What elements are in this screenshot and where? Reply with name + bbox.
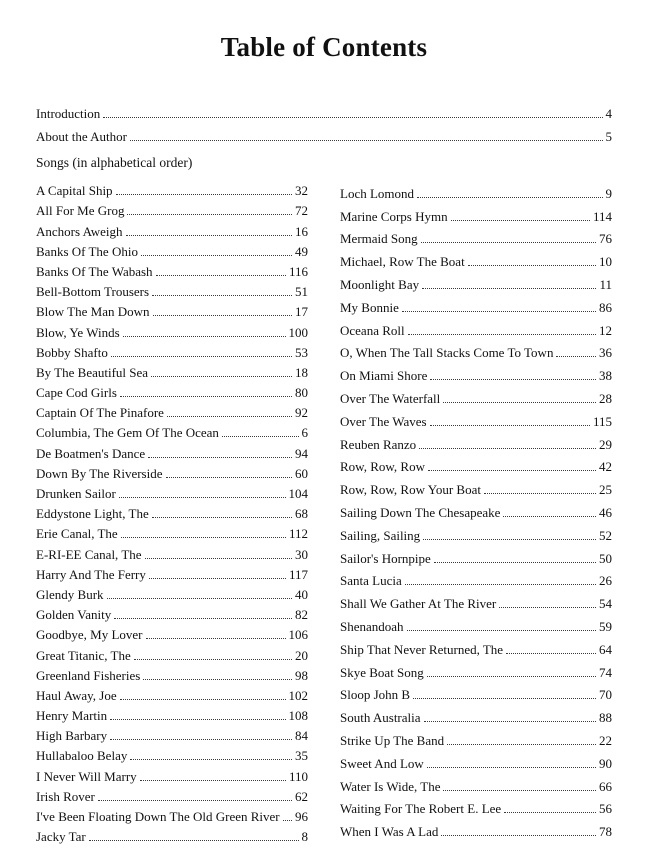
dot-leader (120, 699, 286, 700)
toc-entry-page: 49 (295, 243, 308, 259)
toc-entry-title: Great Titanic, The (36, 647, 131, 663)
toc-entry-title: De Boatmen's Dance (36, 445, 146, 461)
dot-leader (430, 379, 596, 380)
toc-entry (340, 544, 612, 567)
toc-entry (340, 795, 612, 818)
toc-entry (36, 724, 308, 744)
toc-entry-title: Jacky Tar (36, 829, 86, 845)
toc-entry (36, 805, 308, 825)
toc-entry-page: 88 (599, 710, 612, 726)
toc-entry (36, 563, 308, 583)
toc-entry (36, 542, 308, 562)
dot-leader (127, 214, 292, 215)
dot-leader (110, 719, 285, 720)
dot-leader (427, 767, 596, 768)
toc-entry (340, 772, 612, 795)
toc-entry (340, 589, 612, 612)
toc-entry (340, 498, 612, 521)
toc-entry-title: Banks Of The Wabash (36, 263, 153, 279)
toc-entry-page: 80 (295, 385, 308, 401)
toc-entry-title: Mermaid Song (340, 231, 418, 247)
dot-leader (427, 676, 596, 677)
toc-entry (36, 623, 308, 643)
toc-entry (36, 341, 308, 361)
toc-entry-title: About the Author (36, 129, 127, 144)
toc-entry-page: 25 (599, 482, 612, 498)
toc-entry-title: Santa Lucia (340, 573, 402, 589)
toc-entry-title: Glendy Burk (36, 586, 104, 602)
dot-leader (434, 562, 596, 563)
toc-entry (340, 658, 612, 681)
toc-entry (36, 240, 308, 260)
toc-entry (340, 817, 612, 840)
section-header: Songs (in alphabetical order) (36, 155, 193, 170)
dot-leader (443, 790, 596, 791)
toc-entry-title: Bell-Bottom Trousers (36, 284, 150, 300)
toc-entry-page: 112 (288, 526, 308, 542)
toc-entry-page: 51 (295, 284, 308, 300)
toc-entry-title: Erie Canal, The (36, 526, 118, 542)
dot-leader (151, 376, 292, 377)
toc-entry-page: 92 (295, 405, 308, 421)
dot-leader (443, 402, 596, 403)
dot-leader (153, 315, 292, 316)
toc-entry (36, 401, 308, 421)
dot-leader (424, 721, 596, 722)
toc-entry (36, 764, 308, 784)
toc-entry (36, 502, 308, 522)
dot-leader (468, 265, 596, 266)
toc-entry-page: 100 (288, 324, 308, 340)
dot-leader (130, 759, 292, 760)
dot-leader (283, 820, 292, 821)
toc-entry-title: Drunken Sailor (36, 486, 116, 501)
toc-entry-title: Sailing Down The Chesapeake (340, 504, 501, 520)
toc-entry (36, 482, 308, 502)
toc-entry (340, 612, 612, 635)
dot-leader (506, 653, 596, 654)
toc-entry-title: Loch Lomond (340, 185, 415, 201)
toc-entry-page: 66 (599, 778, 612, 794)
toc-entry (340, 567, 612, 590)
toc-entry-title: Over The Waves (340, 413, 427, 429)
toc-entry (36, 522, 308, 542)
toc-entry (36, 704, 308, 724)
toc-entry-title: On Miami Shore (340, 368, 428, 384)
dot-leader (430, 425, 590, 426)
toc-entry-page: 68 (295, 506, 308, 522)
dot-leader (111, 356, 292, 357)
toc-entry-page: 4 (605, 106, 612, 121)
dot-leader (149, 578, 286, 579)
toc-entry-title: I've Been Floating Down The Old Green River (36, 809, 280, 824)
toc-entry (340, 361, 612, 384)
toc-entry-title: Irish Rover (36, 788, 95, 804)
toc-entry-title: My Bonnie (340, 299, 399, 315)
toc-entry-title: All For Me Grog (36, 203, 125, 219)
toc-entry-page: 60 (295, 465, 308, 481)
toc-entry-page: 78 (599, 824, 612, 840)
toc-entry-page: 117 (288, 566, 308, 582)
toc-entry (36, 219, 308, 239)
toc-entry (340, 453, 612, 476)
dot-leader (152, 517, 292, 518)
toc-entry-page: 108 (288, 708, 308, 724)
toc-entry-page: 74 (599, 664, 612, 680)
toc-entry-title: Greenland Fisheries (36, 667, 141, 683)
songs-columns (36, 179, 612, 845)
toc-entry-page: 82 (295, 607, 308, 623)
dot-leader (143, 679, 292, 680)
toc-entry-title: Skye Boat Song (340, 664, 424, 680)
toc-entry-title: High Barbary (36, 728, 108, 744)
toc-entry (36, 421, 308, 441)
toc-entry-page: 30 (295, 546, 308, 562)
toc-entry-page: 115 (592, 413, 612, 429)
toc-entry (36, 300, 308, 320)
toc-entry (340, 293, 612, 316)
toc-entry-page: 35 (295, 748, 308, 764)
dot-leader (110, 739, 292, 740)
toc-entry (36, 381, 308, 401)
toc-entry-page: 32 (295, 183, 308, 199)
toc-entry-title: Blow, Ye Winds (36, 324, 120, 340)
toc-entry-page: 22 (599, 732, 612, 748)
toc-entry-page: 70 (599, 687, 612, 703)
toc-entry-page: 20 (295, 647, 308, 663)
dot-leader (152, 295, 292, 296)
toc-entry-title: Henry Martin (36, 708, 108, 724)
toc-entry-title: Haul Away, Joe (36, 687, 117, 703)
toc-entry-page: 8 (301, 829, 308, 845)
toc-entry-page: 42 (599, 459, 612, 475)
toc-entry-title: O, When The Tall Stacks Come To Town (340, 345, 554, 361)
toc-entry-page: 26 (599, 573, 612, 589)
toc-entry (340, 749, 612, 772)
toc-entry-page: 9 (605, 185, 612, 201)
toc-entry (340, 316, 612, 339)
toc-entry (36, 260, 308, 280)
dot-leader (107, 598, 292, 599)
toc-entry-page: 10 (599, 254, 612, 270)
toc-entry-title: Over The Waterfall (340, 390, 441, 406)
toc-entry (36, 179, 308, 199)
toc-entry-page: 12 (599, 322, 612, 338)
dot-leader (103, 117, 602, 118)
toc-entry-page: 16 (295, 223, 308, 239)
toc-entry-title: Strike Up The Band (340, 732, 445, 748)
toc-entry-title: South Australia (340, 710, 421, 726)
toc-entry-title: Cape Cod Girls (36, 385, 117, 401)
toc-entry-title: Oceana Roll (340, 322, 405, 338)
toc-entry (340, 407, 612, 430)
toc-entry (36, 462, 308, 482)
toc-entry (36, 684, 308, 704)
toc-entry-page: 5 (605, 129, 612, 144)
dot-leader (428, 470, 596, 471)
toc-entry-page: 56 (599, 801, 612, 817)
dot-leader (484, 493, 596, 494)
dot-leader (98, 800, 292, 801)
toc-entry-page: 94 (295, 445, 308, 461)
toc-entry-title: Golden Vanity (36, 607, 112, 623)
toc-entry-title: Down By The Riverside (36, 465, 163, 481)
toc-entry-title: Michael, Row The Boat (340, 254, 465, 270)
toc-entry (340, 521, 612, 544)
toc-entry-page: 17 (295, 304, 308, 320)
toc-entry (340, 202, 612, 225)
toc-entry-title: By The Beautiful Sea (36, 364, 149, 380)
toc-entry (36, 664, 308, 684)
toc-entry (36, 320, 308, 340)
toc-entry-title: Columbia, The Gem Of The Ocean (36, 425, 219, 441)
toc-entry (340, 384, 612, 407)
dot-leader (419, 448, 596, 449)
dot-leader (120, 396, 292, 397)
toc-entry (36, 280, 308, 300)
toc-entry-title: Banks Of The Ohio (36, 243, 138, 259)
toc-entry-page: 64 (599, 641, 612, 657)
toc-entry (36, 785, 308, 805)
toc-entry-title: When I Was A Lad (340, 824, 439, 840)
toc-entry-title: Anchors Aweigh (36, 223, 123, 239)
dot-leader (556, 356, 596, 357)
toc-entry-title: Row, Row, Row (340, 459, 425, 475)
toc-entry-title: A Capital Ship (36, 183, 113, 199)
toc-entry-page: 96 (295, 809, 308, 824)
dot-leader (421, 242, 596, 243)
toc-entry-page: 84 (295, 728, 308, 744)
toc-entry-title: Harry And The Ferry (36, 566, 146, 582)
toc-entry-page: 46 (599, 504, 612, 520)
toc-entry (36, 603, 308, 623)
dot-leader (130, 140, 603, 141)
dot-leader (119, 497, 286, 498)
toc-entry-page: 62 (295, 788, 308, 804)
dot-leader (121, 537, 286, 538)
dot-leader (145, 558, 292, 559)
dot-leader (148, 457, 292, 458)
toc-entry-page: 53 (295, 344, 308, 360)
toc-entry (340, 339, 612, 362)
toc-entry-page: 54 (599, 596, 612, 612)
dot-leader (422, 288, 596, 289)
toc-entry-page: 28 (599, 390, 612, 406)
toc-entry-title: Introduction (36, 106, 101, 121)
dot-leader (408, 334, 596, 335)
toc-entry-title: Sailor's Hornpipe (340, 550, 431, 566)
toc-entry (340, 247, 612, 270)
dot-leader (423, 539, 596, 540)
toc-entry-title: Moonlight Bay (340, 276, 420, 292)
toc-entry-title: Shenandoah (340, 618, 404, 634)
toc-entry (340, 635, 612, 658)
dot-leader (417, 197, 602, 198)
toc-entry-title: Ship That Never Returned, The (340, 641, 504, 657)
toc-entry-page: 98 (295, 667, 308, 683)
dot-leader (447, 744, 596, 745)
page-title: Table of Contents (220, 32, 428, 62)
toc-entry-title: Bobby Shafto (36, 344, 108, 360)
toc-entry-page: 11 (599, 276, 612, 292)
toc-entry-page: 86 (599, 299, 612, 315)
toc-entry (36, 441, 308, 461)
toc-entry-title: Shall We Gather At The River (340, 596, 497, 612)
dot-leader (166, 477, 293, 478)
toc-entry (340, 270, 612, 293)
toc-entry-title: Sailing, Sailing (340, 527, 421, 543)
dot-leader (126, 235, 292, 236)
dot-leader (123, 336, 286, 337)
toc-entry (340, 179, 612, 202)
dot-leader (413, 698, 596, 699)
toc-entry (36, 99, 612, 122)
toc-entry (36, 825, 308, 845)
dot-leader (407, 630, 596, 631)
toc-entry-page: 106 (288, 627, 308, 643)
toc-entry-page: 50 (599, 550, 612, 566)
toc-entry-title: Marine Corps Hymn (340, 208, 448, 224)
toc-entry (36, 199, 308, 219)
toc-entry-title: Water Is Wide, The (340, 778, 441, 794)
toc-entry (36, 361, 308, 381)
dot-leader (140, 780, 286, 781)
toc-entry (340, 430, 612, 453)
toc-entry-title: Reuben Ranzo (340, 436, 417, 452)
dot-leader (114, 618, 292, 619)
toc-entry-page: 72 (295, 203, 308, 219)
toc-entry-page: 52 (599, 527, 612, 543)
toc-entry-title: I Never Will Marry (36, 768, 137, 784)
dot-leader (141, 255, 292, 256)
dot-leader (156, 275, 286, 276)
toc-entry-page: 36 (599, 345, 612, 361)
dot-leader (441, 835, 596, 836)
toc-entry-page: 40 (295, 586, 308, 602)
dot-leader (116, 194, 292, 195)
toc-entry (340, 475, 612, 498)
dot-leader (405, 584, 596, 585)
toc-entry-title: Sloop John B (340, 687, 411, 703)
front-matter-list (36, 99, 612, 145)
toc-entry-page: 104 (288, 486, 308, 501)
toc-entry-page: 114 (592, 208, 612, 224)
dot-leader (451, 220, 590, 221)
toc-entry-page: 6 (301, 425, 308, 441)
toc-entry-page: 38 (599, 368, 612, 384)
dot-leader (504, 812, 596, 813)
toc-entry-title: Row, Row, Row Your Boat (340, 482, 481, 498)
toc-entry-title: Blow The Man Down (36, 304, 150, 320)
toc-entry-title: Sweet And Low (340, 755, 424, 771)
dot-leader (146, 638, 286, 639)
toc-entry-title: E-RI-EE Canal, The (36, 546, 142, 562)
dot-leader (503, 516, 596, 517)
dot-leader (89, 840, 299, 841)
toc-entry-page: 76 (599, 231, 612, 247)
toc-entry-page: 116 (288, 263, 308, 279)
dot-leader (134, 659, 292, 660)
toc-entry (36, 583, 308, 603)
toc-entry-page: 90 (599, 755, 612, 771)
toc-entry-title: Waiting For The Robert E. Lee (340, 801, 502, 817)
dot-leader (222, 436, 299, 437)
songs-column-left (36, 179, 308, 845)
toc-entry-page: 110 (288, 768, 308, 784)
toc-entry-title: Goodbye, My Lover (36, 627, 143, 643)
toc-entry-page: 18 (295, 364, 308, 380)
toc-entry-title: Captain Of The Pinafore (36, 405, 164, 421)
songs-column-right (340, 179, 612, 845)
toc-entry (340, 703, 612, 726)
toc-entry-page: 59 (599, 618, 612, 634)
toc-entry-page: 102 (288, 687, 308, 703)
dot-leader (402, 311, 596, 312)
toc-entry (36, 643, 308, 663)
toc-entry-page: 29 (599, 436, 612, 452)
toc-entry-title: Hullabaloo Belay (36, 748, 128, 764)
toc-entry (340, 225, 612, 248)
toc-entry (340, 681, 612, 704)
toc-entry (340, 726, 612, 749)
toc-entry-title: Eddystone Light, The (36, 506, 149, 522)
toc-entry (36, 744, 308, 764)
dot-leader (499, 607, 596, 608)
dot-leader (167, 416, 292, 417)
toc-entry (36, 122, 612, 145)
